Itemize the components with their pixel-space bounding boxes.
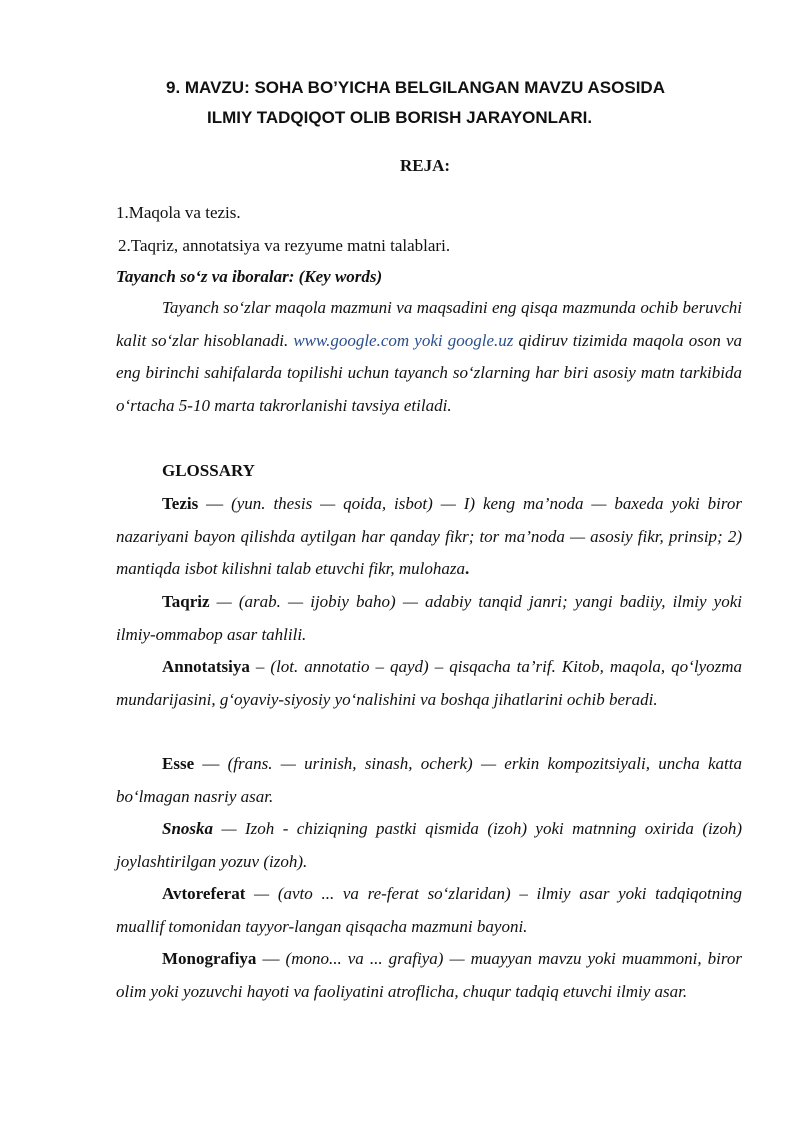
keywords-text-c: qidiruv tizimida maqola oson va eng birinchi sahifalarda topilishi uchun tayanch so‘zlarning har biri asosiy matn tarkibida o‘rtacha 5-10 marta takrorlanishi tavsiya etiladi. bbox=[116, 330, 742, 415]
glossary-separator: — bbox=[245, 884, 278, 903]
glossary-term: Tezis bbox=[162, 494, 199, 513]
glossary-term: Annotatsiya bbox=[162, 657, 250, 676]
glossary-separator: — bbox=[198, 494, 232, 513]
keywords-text-a: Tayanch so‘zlar maqola mazmuni va maqsadini eng qisqa mazmunda ochib beruvchi kalit so‘zlar hisoblanadi. bbox=[116, 298, 742, 350]
topic-title-line-2: ILMIY TADQIQOT OLIB BORISH JARAYONLARI. bbox=[207, 108, 593, 127]
glossary-term: Avtoreferat bbox=[162, 884, 246, 903]
glossary-definition: Izoh - chiziqning pastki qismida (izoh) yoki matnning oxirida (izoh) joylashtirilgan yozuv (izoh). bbox=[116, 819, 742, 871]
glossary-separator: — bbox=[209, 592, 239, 611]
glossary-entry-avtoreferat bbox=[116, 878, 742, 943]
glossary-entry-tezis bbox=[116, 488, 742, 586]
glossary-term: Monografiya bbox=[162, 949, 257, 968]
glossary-separator: — bbox=[194, 754, 228, 773]
google-uz-link[interactable]: google.uz bbox=[447, 330, 514, 350]
glossary-definition: (mono... va ... grafiya) — muayyan mavzu yoki muammoni, biror olim yoki yozuvchi hayoti va faoliyatini atroflicha, chuqur tadqiq etuvchi ilmiy asar. bbox=[116, 949, 743, 1001]
plan-heading: REJA: bbox=[400, 156, 451, 175]
glossary-entry-annotatsiya bbox=[116, 651, 742, 716]
google-com-link[interactable]: www.google.com bbox=[293, 330, 410, 350]
glossary-term: Snoska bbox=[162, 819, 214, 838]
plan-item-1: 1.Maqola va tezis. bbox=[116, 203, 241, 222]
glossary-definition: (yun. thesis — qoida, isbot) — I) keng ma’noda — baxeda yoki biror nazariyani bayon qilishda aytilgan har qanday fikr; tor ma’noda — asosiy fikr, prinsip; 2) mantiqda isbot kilishni talab etuvchi fikr, mulohaza bbox=[116, 494, 742, 578]
glossary-entry-monografiya bbox=[116, 943, 742, 1008]
glossary-heading: GLOSSARY bbox=[162, 461, 255, 480]
glossary-term: Taqriz bbox=[162, 592, 210, 611]
glossary-definition: (arab. — ijobiy baho) — adabiy tanqid janri; yangi badiiy, ilmiy yoki ilmiy-ommabop asar tahlili. bbox=[116, 592, 742, 644]
glossary-separator: — bbox=[256, 949, 286, 968]
topic-title-line-1: 9. MAVZU: SOHA BO’YICHA BELGILANGAN MAVZU ASOSIDA bbox=[166, 78, 665, 97]
glossary-entry-snoska bbox=[116, 813, 742, 878]
glossary-entry-esse bbox=[116, 748, 742, 813]
plan-item-2: 2.Taqriz, annotatsiya va rezyume matni talablari. bbox=[118, 236, 451, 255]
glossary-definition: (frans. — urinish, sinash, ocherk) — erkin kompozitsiyali, uncha katta bo‘lmagan nasriy asar. bbox=[116, 754, 743, 806]
keywords-text-b: yoki bbox=[409, 330, 448, 350]
glossary-definition: (avto ... va re-ferat so‘zlaridan) – ilmiy asar yoki tadqiqotning muallif tomonidan tayyor-langan qisqacha mazmuni bayoni. bbox=[116, 884, 742, 936]
glossary-term: Esse bbox=[162, 754, 195, 773]
glossary-definition: (lot. annotatio – qayd) – qisqacha ta’rif. Kitob, maqola, qo‘lyozma mundarijasini, g‘oyaviy-siyosiy yo‘nalishini va boshqa jihatlarini ochib beradi. bbox=[116, 657, 743, 709]
glossary-end-mark: . bbox=[464, 559, 470, 578]
keywords-paragraph bbox=[116, 292, 742, 422]
glossary-separator: – bbox=[249, 657, 271, 676]
glossary-entry-taqriz bbox=[116, 586, 742, 651]
keywords-heading: Tayanch so‘z va iboralar: (Key words) bbox=[116, 267, 383, 286]
glossary-separator: — bbox=[213, 819, 245, 838]
